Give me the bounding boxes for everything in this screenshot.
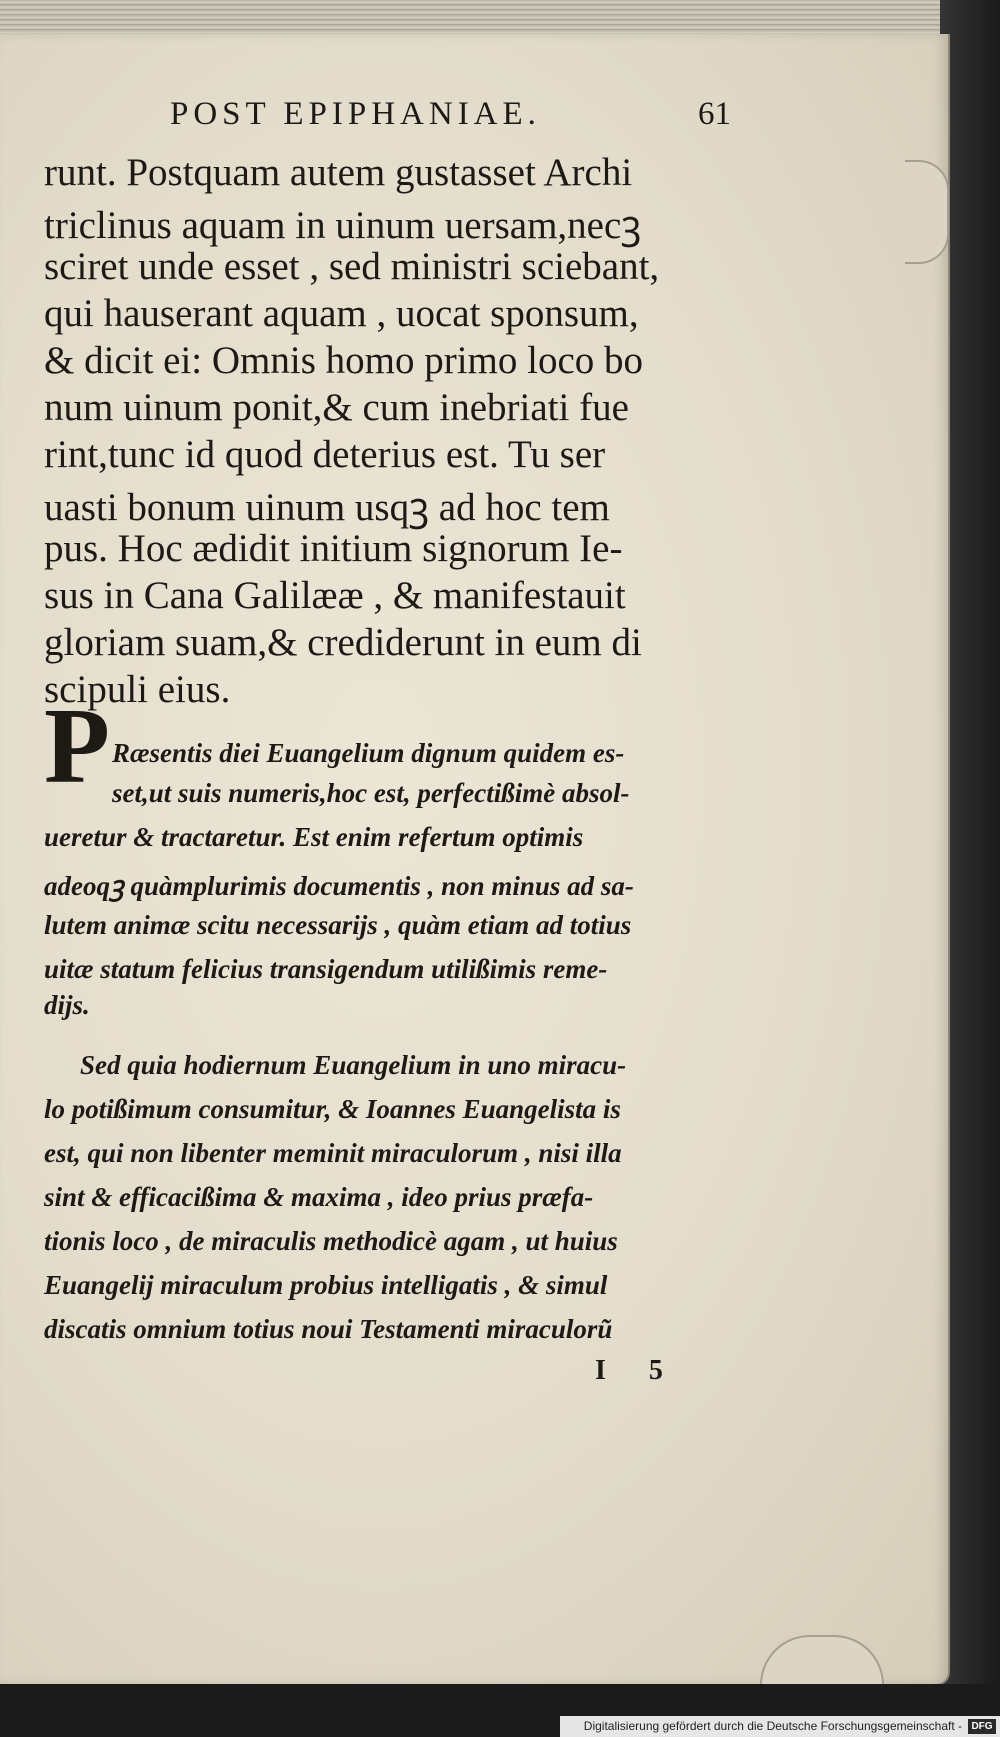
- commentary-line: uitæ statum felicius transigendum utilißimis reme-: [44, 954, 608, 984]
- paragraph-line: Euangelij miraculum probius intelligatis , & simul: [44, 1270, 608, 1300]
- commentary-line: lutem animæ scitu necessarijs , quàm etiam ad totius: [44, 910, 632, 940]
- verse-line: & dicit ei: Omnis homo primo loco bo: [44, 339, 644, 382]
- commentary-line: adeoqꝫ quàmplurimis documentis , non minus ad sa-: [44, 871, 634, 901]
- paragraph-line: discatis omnium totius noui Testamenti miraculorũ: [44, 1314, 613, 1344]
- commentary-line: set,ut suis numeris,hoc est, perfectißimè absol-: [112, 778, 630, 808]
- paragraph-line: est, qui non libenter meminit miraculorum , nisi illa: [44, 1138, 622, 1168]
- verse-line: rint,tunc id quod deterius est. Tu ser: [44, 433, 606, 476]
- verse-line: uasti bonum uinum usqꝫ ad hoc tem: [44, 486, 610, 529]
- verse-line: sciret unde esset , sed ministri sciebant,: [44, 245, 660, 288]
- verse-line: gloriam suam,& crediderunt in eum di: [44, 621, 642, 664]
- folio-number: 61: [698, 96, 731, 132]
- paragraph-line: tionis loco , de miraculis methodicè agam , ut huius: [44, 1226, 618, 1256]
- verse-line: qui hauserant aquam , uocat sponsum,: [44, 292, 639, 335]
- verse-line: runt. Postquam autem gustasset Archi: [44, 151, 633, 194]
- page-tab-right: [905, 160, 949, 264]
- verse-line: pus. Hoc ædidit initium signorum Ie-: [44, 527, 623, 570]
- commentary-line: Ræsentis diei Euangelium dignum quidem es-: [112, 738, 625, 768]
- verse-line: scipuli eius.: [44, 668, 231, 711]
- verse-line: num uinum ponit,& cum inebriati fue: [44, 386, 629, 429]
- signature-mark: I 5: [595, 1355, 681, 1386]
- commentary-line: dijs.: [44, 990, 90, 1020]
- verse-line: sus in Cana Galilææ , & manifestauit: [44, 574, 626, 617]
- funding-notice: Digitalisierung gefördert durch die Deutsche Forschungsgemeinschaft -: [583, 1719, 962, 1733]
- paragraph-line: lo potißimum consumitur, & Ioannes Euangelista is: [44, 1094, 621, 1124]
- paragraph-line: Sed quia hodiernum Euangelium in uno miracu-: [80, 1050, 627, 1080]
- drop-cap-initial: P: [44, 687, 110, 806]
- dfg-logo-icon: DFG: [968, 1719, 996, 1734]
- running-head: POST EPIPHANIAE.: [170, 96, 541, 132]
- verse-line: triclinus aquam in uinum uersam,necꝫ: [44, 204, 642, 247]
- commentary-line: ueretur & tractaretur. Est enim refertum optimis: [44, 822, 584, 852]
- footer-bar: [560, 1716, 1000, 1737]
- paragraph-line: sint & efficacißima & maxima , ideo prius præfa-: [44, 1182, 594, 1212]
